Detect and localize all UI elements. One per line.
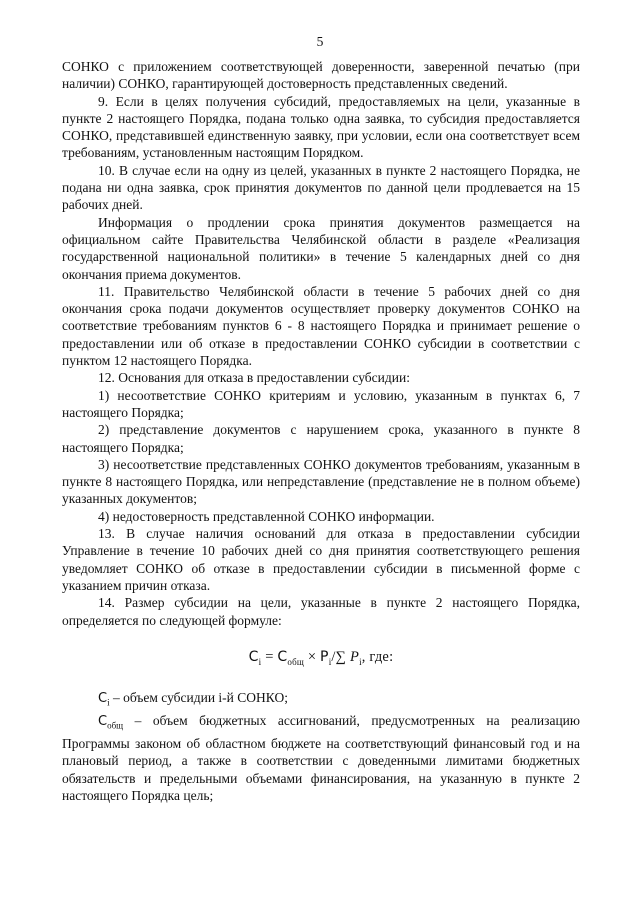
list-item-1: 1) несоответствие СОНКО критериям и условию, указанным в пунктах 6, 7 настоящего Порядка; <box>62 387 580 420</box>
paragraph-14: 14. Размер субсидии на цели, указанные в пункте 2 настоящего Порядка, определяется по следующей формуле: <box>62 595 580 628</box>
formula-ctotal-symbol: С <box>277 648 288 665</box>
definition-ci <box>62 689 580 712</box>
formula-sum: ∑ <box>335 648 347 665</box>
paragraph-13: 13. В случае наличия оснований для отказа в предоставлении субсидии Управление в течение 10 рабочих дней со дня принятия соответствующего решения уведомляет СОНКО об отказе в предоставлении субсидии в письменной форме с указанием причин отказа. <box>62 526 580 593</box>
formula-ctotal-subscript: общ <box>287 656 304 667</box>
paragraph-continuation: СОНКО с приложением соответствующей доверенности, заверенной печатью (при наличии) СОНКО, гарантирующей достоверность представленных сведений. <box>62 59 580 92</box>
paragraph-9: 9. Если в целях получения субсидий, предоставляемых на цели, указанные в пункте 2 настоящего Порядка, подана только одна заявка, то субсидия предоставляется СОНКО, представившей единственную заявку, при условии, если она соответствует всем требованиям, установленным настоящим Порядком. <box>62 93 580 161</box>
list-item-3: 3) несоответствие представленных СОНКО документов требованиям, указанным в пункте 8 настоящего Порядка, или непредставление (представление не в полном объеме) указанных документов; <box>62 456 580 507</box>
definition-ctotal-subscript: общ <box>107 720 124 731</box>
formula-p2-subscript: i <box>359 656 362 667</box>
definition-ctotal-text: – объем бюджетных ассигнований, предусмотренных на реализацию Программы законом об областном бюджете на соответствующий финансовый год и на плановый период, а также в соответствии с доведенными лимитами бюджетных обязательств и предельными объемами финансирования, на указанную в пункте 2 настоящего Порядка цель; <box>62 712 580 803</box>
formula-equals: = <box>265 648 274 665</box>
definition-ci-subscript: i <box>107 697 110 708</box>
definition-ci-text: – объем субсидии i-й СОНКО; <box>109 689 288 705</box>
definition-ci-symbol: С <box>98 690 108 706</box>
formula-p-subscript: i <box>328 656 332 667</box>
subsidy-formula <box>62 649 580 671</box>
definition-ctotal-symbol: С <box>98 713 108 729</box>
formula-c-subscript: i <box>258 656 262 667</box>
formula-p2-symbol: P <box>350 648 360 665</box>
formula-p-symbol: P <box>320 648 329 665</box>
paragraph-10: 10. В случае если на одну из целей, указанных в пункте 2 настоящего Порядка, не подана ни одна заявка, срок принятия документов по данной цели продлевается на 15 рабочих дней. <box>62 162 580 213</box>
paragraph-information: Информация о продлении срока принятия документов размещается на официальном сайте Правительства Челябинской области в разделе «Реализация государственной национальной политики» в течение 5 календарных дней со дня окончания приема документов. <box>62 214 580 282</box>
formula-tail: , где: <box>361 648 394 665</box>
formula-slash: / <box>331 648 336 665</box>
formula-c-symbol: С <box>248 648 259 665</box>
page-number: 5 <box>316 34 324 49</box>
paragraph-12: 12. Основания для отказа в предоставлении субсидии: <box>98 370 410 386</box>
list-item-4: 4) недостоверность представленной СОНКО информации. <box>98 508 435 524</box>
paragraph-11: 11. Правительство Челябинской области в течение 5 рабочих дней со дня окончания срока подачи документов осуществляет проверку документов СОНКО на соответствие требованиям пунктов 6 - 8 настоящего Порядка и принимает решение о предоставлении или об отказе в предоставлении СОНКО субсидии в соответствии с пунктом 12 настоящего Порядка. <box>62 283 580 369</box>
list-item-2: 2) представление документов с нарушением срока, указанного в пункте 8 настоящего Порядка; <box>62 422 580 455</box>
formula-times: × <box>307 648 317 665</box>
document-body <box>62 58 580 804</box>
definition-ctotal <box>62 712 580 804</box>
